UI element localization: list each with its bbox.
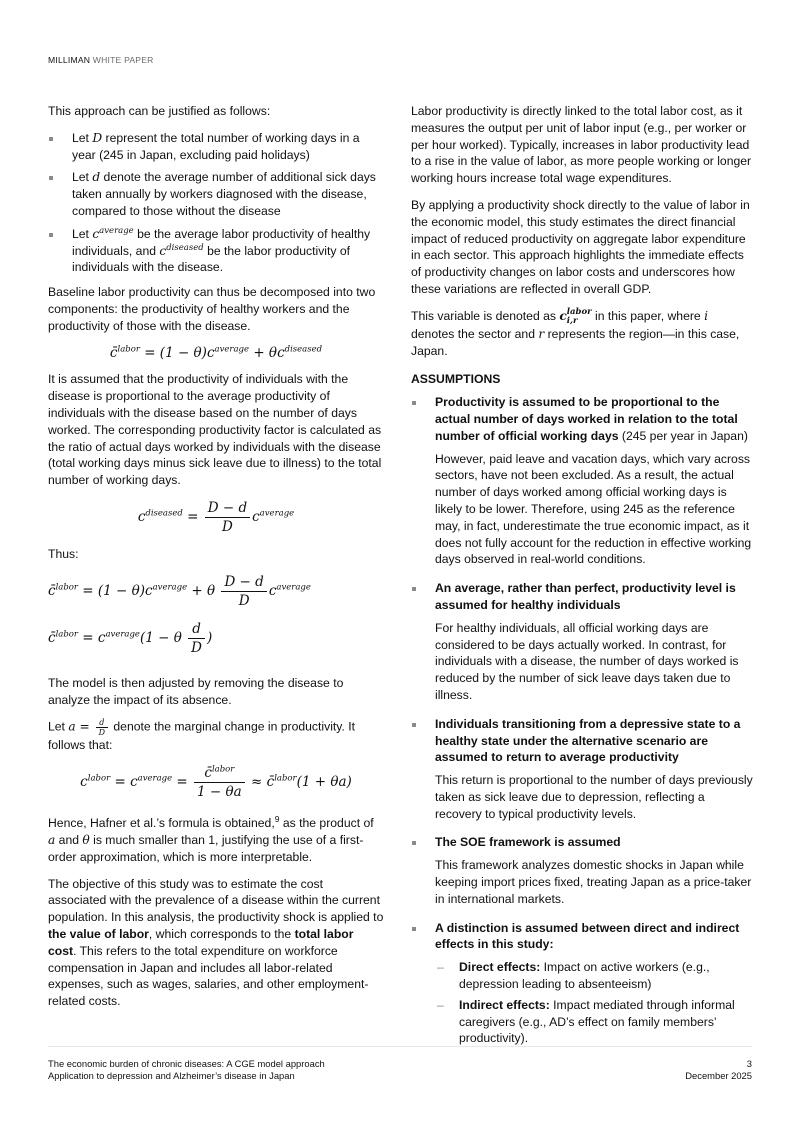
page-number: 3 [746,1058,752,1069]
footer-date: December 2025 [685,1070,752,1082]
equation-4: c̄$^{labor}$ = $c^{average}(1 - \theta$ $\frac{d}{D}$ ) [48,620,213,656]
header-sub: WHITE PAPER [92,55,154,65]
assumptions-title: ASSUMPTIONS [411,372,501,387]
definition-item: Let d denote the average number of additional sick days taken annually by workers diagnosed with the disease, compared to those without the disease [48,169,384,219]
assumption-item: A distinction is assumed between direct and indirect effects in this study: – Direct effects: Impact on active workers (e.g., depression leading to absenteeism) – Indirect effects: Impact mediated through informal caregivers (e.g., AD’s effect on family members’ productivity). [411,920,753,1048]
assumption-item: Productivity is assumed to be proportional to the actual number of days worked in relation to the total number of official working days (245 per year in Japan) However, paid leave and vacation days, which vary across sectors, have not been excluded. As a result, the actual number of days worked among official working days is likely to be lower. Therefore, using 245 as the reference may, in fact, underestimate the true economic impact, as it does not fully account for the reduction in effective working days observed in real-world conditions. [411,394,753,568]
intro-paragraph: This approach can be justified as follows: [48,104,271,118]
baseline-paragraph: Baseline labor productivity can thus be decomposed into two components: the productivity of healthy workers and the productivity of those with the disease. [48,285,376,333]
assumption-item: The SOE framework is assumed This framework analyzes domestic shocks in Japan while keeping import prices fixed, treating Japan as a price-taker in international markets. [411,834,753,907]
let-a-paragraph: Let a = $\frac{d}{D}$ denote the marginal change in productivity. It follows that: [48,718,356,753]
hence-paragraph: Hence, Hafner et al.’s formula is obtained,$^9$ as the product of a and θ is much smaller than 1, justifying the use of a first-order approximation, which is more interpretable. [48,814,374,864]
model-paragraph: The model is then adjusted by removing the disease to analyze the impact of its absence. [48,675,344,707]
assumption-item: Individuals transitioning from a depressive state to a healthy state under the alternative scenario are assumed to return to average productivity This return is proportional to the number of days previously taken as sick leave due to depression, reflecting a recovery to typical productivity levels. [411,716,753,823]
definition-item: Let $c^{average}$ be the average labor productivity of healthy individuals, and $c^{diseased}$ be the labor productivity of individuals with the disease. [48,226,384,276]
footer-subtitle: Application to depression and Alzheimer’s disease in Japan [48,1070,295,1082]
left-column [48,103,384,1020]
equation-3: c̄$^{labor}$ = $(1 - \theta)c^{average} + \theta$ $\frac{D - d}{D}$ $c^{average}$ [48,573,311,609]
effects-item: – Direct effects: Impact on active workers (e.g., depression leading to absenteeism) [435,959,753,993]
assumption-paragraph: It is assumed that the productivity of individuals with the disease is proportional to the average productivity of individuals with the disease based on the number of days worked. The corresponding productivity factor is calculated as the ratio of actual days worked by individuals with the disease (total working days minus sick leave due to illness) to the total number of working days. [48,372,382,488]
variable-paragraph: This variable is denoted as c labor i,r in this paper, where i denotes the sector and r represents the region—in this case, Japan. [411,306,740,358]
equation-2: $c^{diseased}$ = $\frac{D - d}{D}$ $c^{average}$ [137,499,295,535]
shock-paragraph: By applying a productivity shock directly to the value of labor in the economic model, this study estimates the direct financial impact of reduced productivity on aggregate labor expenditure in each sector. This approach highlights the immediate effects of productivity changes on labor costs and underscores how these variations are reflected in overall GDP. [411,197,750,296]
footer-divider [48,1046,752,1047]
thus-label: Thus: [48,546,79,561]
objective-paragraph: The objective of this study was to estimate the cost associated with the prevalence of a disease within the current population. In this analysis, the productivity shock is applied to the value of labor, which corresponds to the total labor cost. This refers to the total expenditure on workforce compensation in Japan and includes all labor-related expenses, such as wages, salaries, and other employment-related costs. [48,876,384,1009]
footer-right [685,1058,752,1083]
definition-item: Let D represent the total number of working days in a year (245 in Japan, excluding paid holidays) [48,130,384,164]
header-brand: MILLIMAN [48,55,91,65]
effects-list [435,959,753,1047]
effects-item: – Indirect effects: Impact mediated through informal caregivers (e.g., AD’s effect on family members’ productivity). [435,997,753,1047]
assumptions-list [411,394,753,1047]
definition-list [48,130,384,276]
equation-5: $c^{labor} = c^{average}$ = $\frac{c̄^{labor}}{1 - \theta a}$ ≈ c̄$^{labor}$(1 + θa) [80,764,352,801]
equation-1: c̄$^{labor}$ = $(1 - \theta)c^{average} + \theta c^{diseased}$ [109,344,323,361]
productivity-paragraph: Labor productivity is directly linked to the total labor cost, as it measures the output per unit of labor input (e.g., per worker or per hour worked). Typically, increases in labor productivity lead to a rise in the value of labor, as more people working or longer working hours increase total wage expenditures. [411,104,752,186]
footer-title: The economic burden of chronic diseases: A CGE model approach [48,1058,325,1069]
footer-left [48,1058,325,1083]
page-header [48,55,154,65]
assumption-item: An average, rather than perfect, productivity level is assumed for healthy individuals For healthy individuals, all official working days are considered to be days actually worked. In contrast, for individuals with a disease, the number of days worked is reduced by the number of sick leave days taken due to illness. [411,580,753,704]
right-column [411,103,753,1059]
